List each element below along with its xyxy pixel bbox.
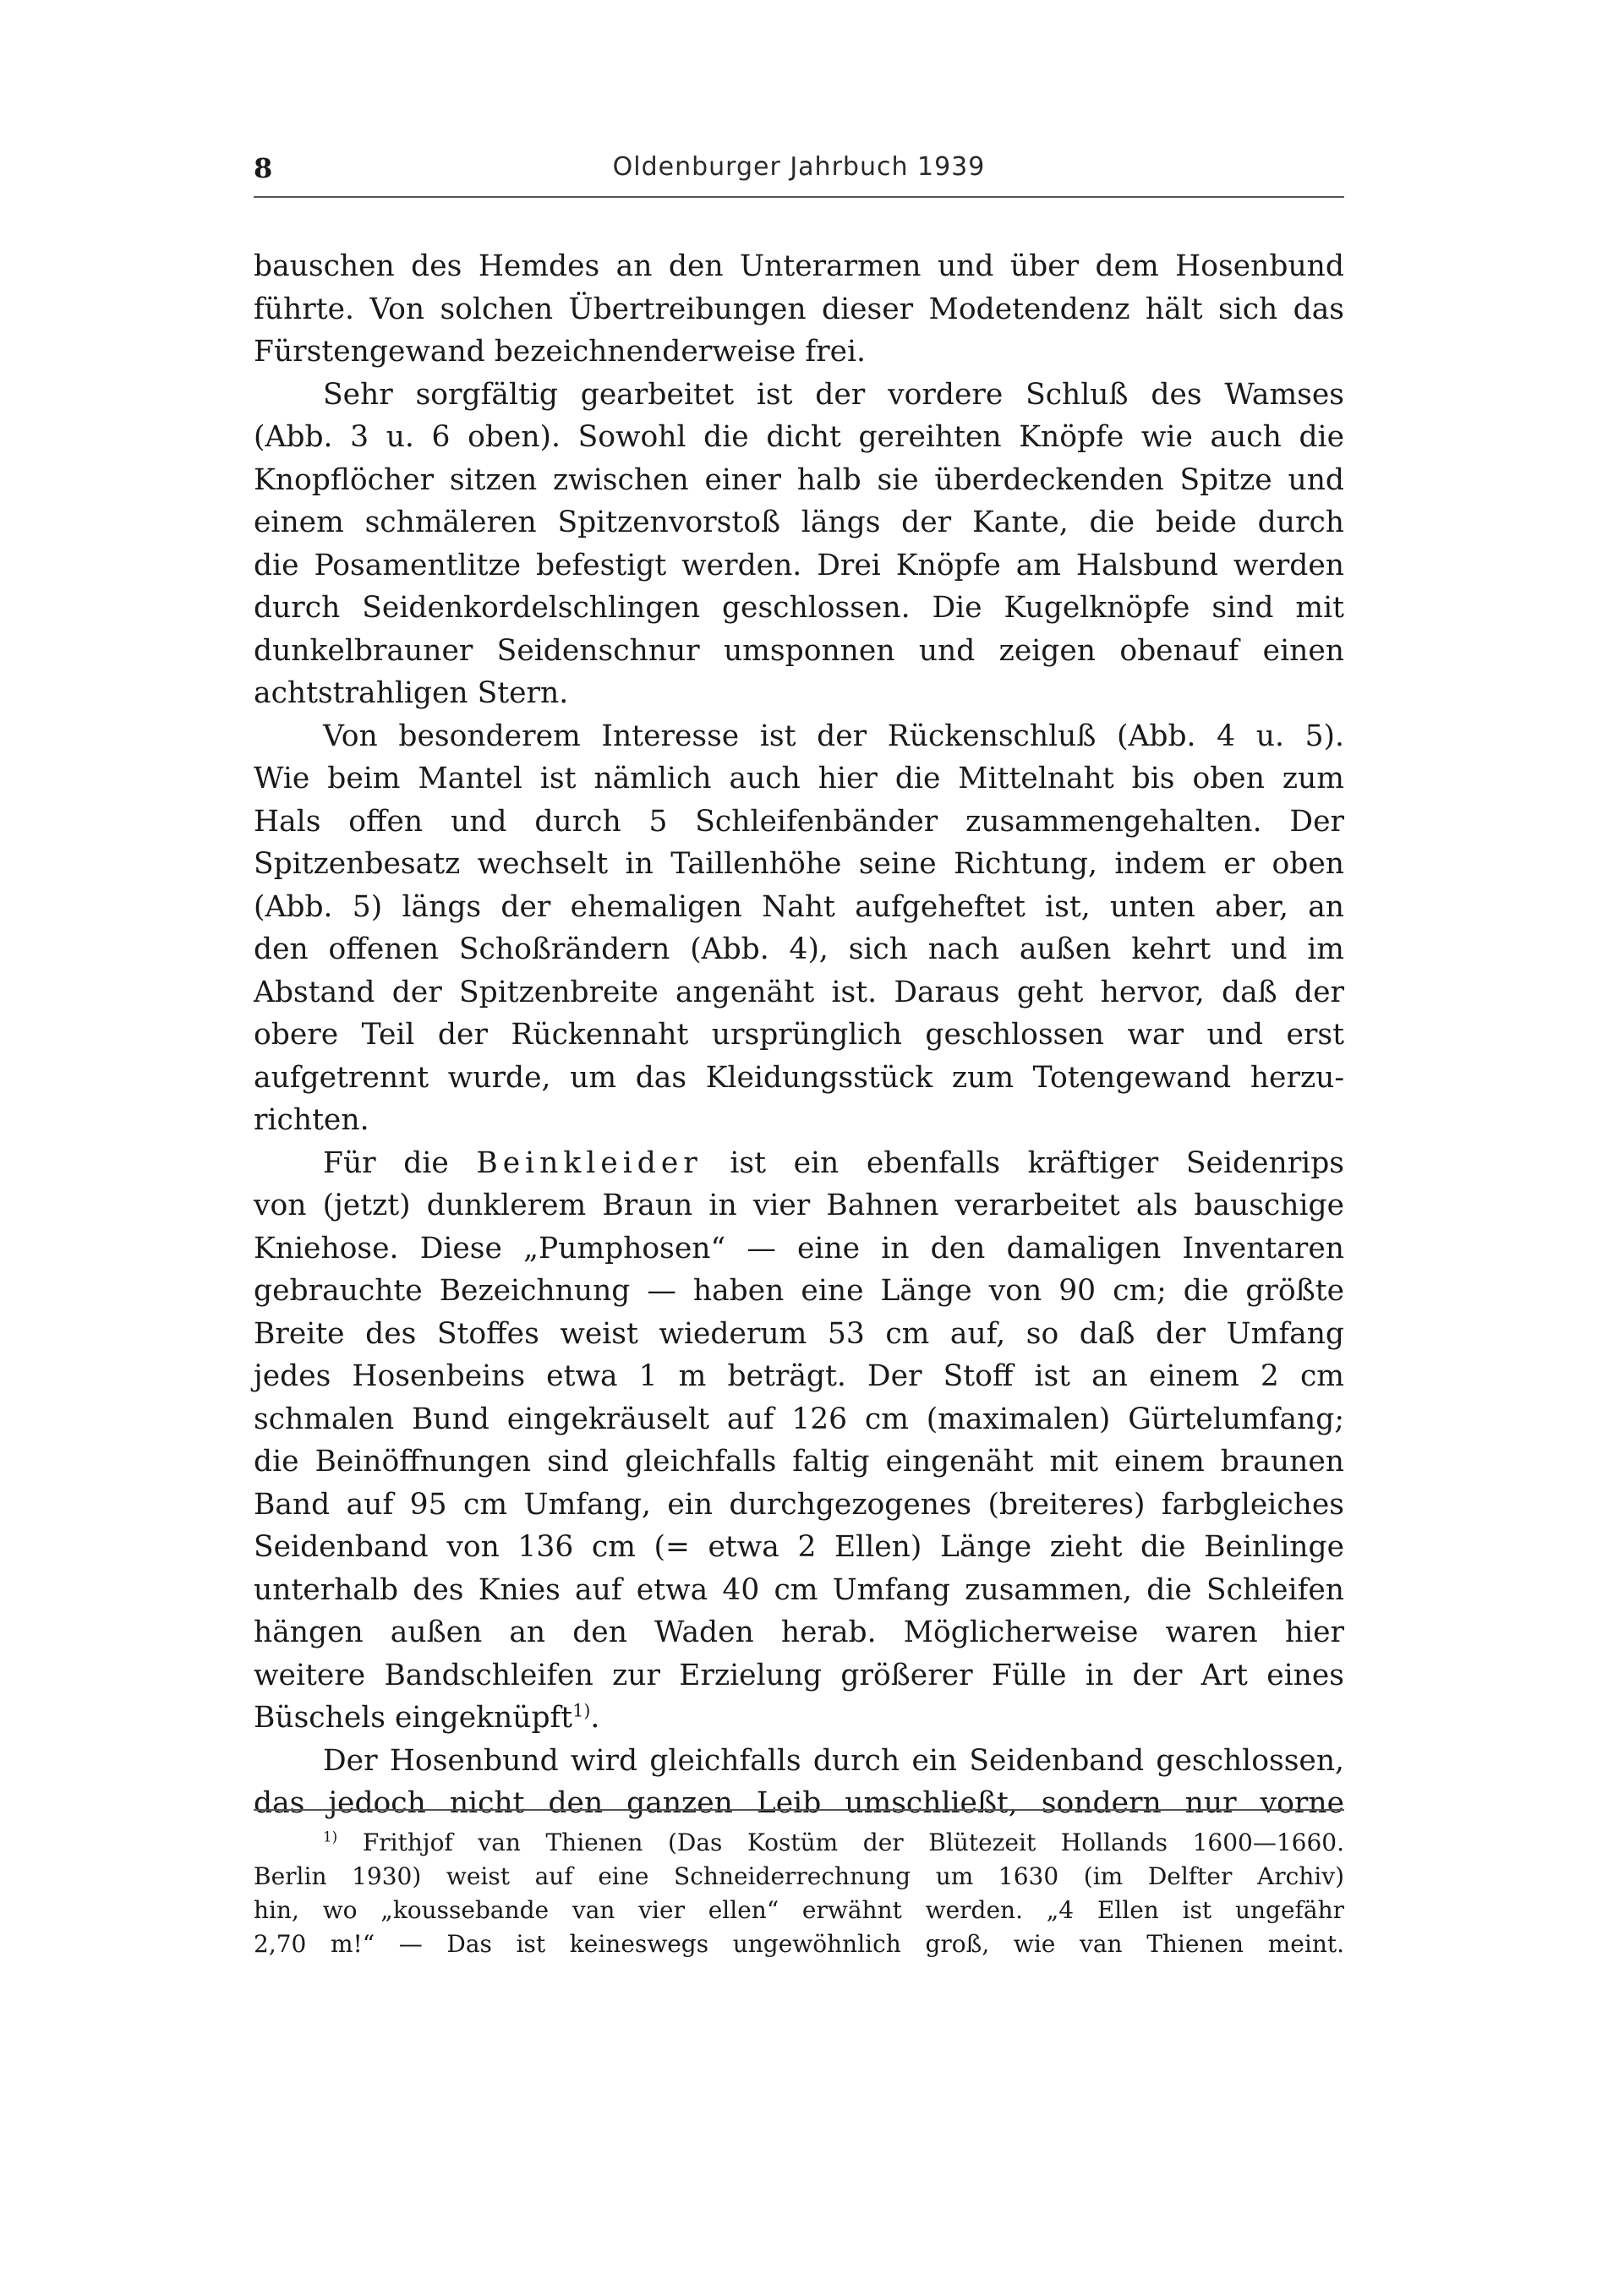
buschels-text: Büschels eingeknüpft xyxy=(254,1701,573,1735)
text-line: die Beinöffnungen sind gleichfalls faltig eingenäht mit einem braunen xyxy=(254,1445,1344,1479)
text-line xyxy=(254,1697,1344,1740)
footnote-marker: 1) xyxy=(323,1828,338,1845)
page-number: 8 xyxy=(254,152,273,184)
text-line: von (jetzt) dunklerem Braun in vier Bahnen verarbeitet als bauschige xyxy=(254,1189,1344,1222)
text-line: Fürstengewand bezeichnenderweise frei. xyxy=(254,335,866,369)
body-text xyxy=(254,245,1344,1825)
text-line: Wie beim Mantel ist nämlich auch hier die Mittelnaht bis oben zum xyxy=(254,762,1344,795)
text-line: weitere Bandschleifen zur Erzielung größerer Fülle in der Art eines xyxy=(254,1658,1344,1692)
text-line: (Abb. 5) längs der ehemaligen Naht aufgeheftet ist, unten aber, an xyxy=(254,889,1344,924)
text-line: Kniehose. Diese „Pumphosen“ — eine in den damaligen Inventaren xyxy=(254,1231,1344,1266)
footnote-line: hin, wo „koussebande van vier ellen“ erwähnt werden. „4 Ellen ist ungefähr xyxy=(254,1896,1344,1924)
text-line: Von besonderem Interesse ist der Rückenschluß (Abb. 4 u. 5). xyxy=(323,719,1344,753)
text-line: richten. xyxy=(254,1103,369,1137)
page-header xyxy=(254,152,1344,186)
text-line: Spitzenbesatz wechselt in Taillenhöhe seine Richtung, indem er oben xyxy=(254,847,1344,881)
sentence-end: . xyxy=(590,1701,600,1735)
text-line: gebrauchte Bezeichnung — haben eine Länge von 90 cm; die größte xyxy=(254,1274,1344,1308)
footnote-reference: 1) xyxy=(572,1700,591,1721)
text-line: hängen außen an den Waden herab. Möglicherweise waren hier xyxy=(254,1615,1344,1649)
text-line: dunkelbrauner Seidenschnur umsponnen und zeigen obenauf einen xyxy=(254,633,1344,668)
text-line: einem schmäleren Spitzenvorstoß längs der Kante, die beide durch xyxy=(254,506,1344,539)
footnote-text: Frithjof van Thienen (Das Kostüm der Blütezeit Hollands 1600—1660. xyxy=(362,1829,1344,1856)
footnote-rule xyxy=(254,1809,1344,1811)
text-line: obere Teil der Rückennaht ursprünglich geschlossen war und erst xyxy=(254,1018,1344,1052)
text-line: (Abb. 3 u. 6 oben). Sowohl die dicht gereihten Knöpfe wie auch die xyxy=(254,420,1344,454)
beinkleider-spaced-word: Beinkleider xyxy=(476,1145,703,1180)
text-line: jedes Hosenbeins etwa 1 m beträgt. Der Stoff ist an einem 2 cm xyxy=(254,1359,1344,1393)
text-line: schmalen Bund eingekräuselt auf 126 cm (maximalen) Gürtelumfang; xyxy=(254,1402,1344,1436)
text-line: achtstrahligen Stern. xyxy=(254,676,569,710)
running-head: Oldenburger Jahrbuch 1939 xyxy=(612,152,986,182)
text-line: aufgetrennt wurde, um das Kleidungsstück zum Totengewand herzu- xyxy=(254,1060,1344,1095)
text-line: Sehr sorgfältig gearbeitet ist der vordere Schluß des Wamses xyxy=(323,377,1344,412)
footnote-line: 2,70 m!“ — Das ist keineswegs ungewöhnlich groß, wie van Thienen meint. xyxy=(254,1930,1344,1958)
beinkleider-prefix: Für die xyxy=(323,1145,449,1180)
text-line: bauschen des Hemdes an den Unterarmen und über dem Hosenbund xyxy=(254,249,1344,283)
text-line xyxy=(254,1142,1344,1185)
text-line: die Posamentlitze befestigt werden. Drei Knöpfe am Halsbund werden xyxy=(254,548,1344,582)
text-line: Hals offen und durch 5 Schleifenbänder zusammengehalten. Der xyxy=(254,804,1344,839)
text-line: das jedoch nicht den ganzen Leib umschließt, sondern nur vorne xyxy=(254,1786,1344,1820)
text-line: unterhalb des Knies auf etwa 40 cm Umfang zusammen, die Schleifen xyxy=(254,1572,1344,1607)
text-line: den offenen Schoßrändern (Abb. 4), sich nach außen kehrt und im xyxy=(254,932,1344,966)
text-line: durch Seidenkordelschlingen geschlossen. Die Kugelknöpfe sind mit xyxy=(254,591,1344,625)
text-line: Seidenband von 136 cm (= etwa 2 Ellen) Länge zieht die Beinlinge xyxy=(254,1530,1344,1564)
text-line: Breite des Stoffes weist wiederum 53 cm auf, so daß der Umfang xyxy=(254,1316,1344,1351)
footnote-line: Berlin 1930) weist auf eine Schneiderrechnung um 1630 (im Delfter Archiv) xyxy=(254,1862,1344,1890)
text-line: Band auf 95 cm Umfang, ein durchgezogenes (breiteres) farbgleiches xyxy=(254,1487,1344,1522)
text-line: Abstand der Spitzenbreite angenäht ist. Daraus geht hervor, daß der xyxy=(254,975,1344,1009)
header-rule xyxy=(254,196,1344,198)
text-line: Knopflöcher sitzen zwischen einer halb sie überdeckenden Spitze und xyxy=(254,462,1344,497)
footnote-line xyxy=(254,1826,1344,1860)
beinkleider-rest: ist ein ebenfalls kräftiger Seidenrips xyxy=(730,1145,1345,1180)
text-line: Der Hosenbund wird gleichfalls durch ein Seidenband geschlossen, xyxy=(323,1743,1344,1778)
footnotes xyxy=(254,1826,1344,1961)
text-line: führte. Von solchen Übertreibungen dieser Modetendenz hält sich das xyxy=(254,292,1344,326)
